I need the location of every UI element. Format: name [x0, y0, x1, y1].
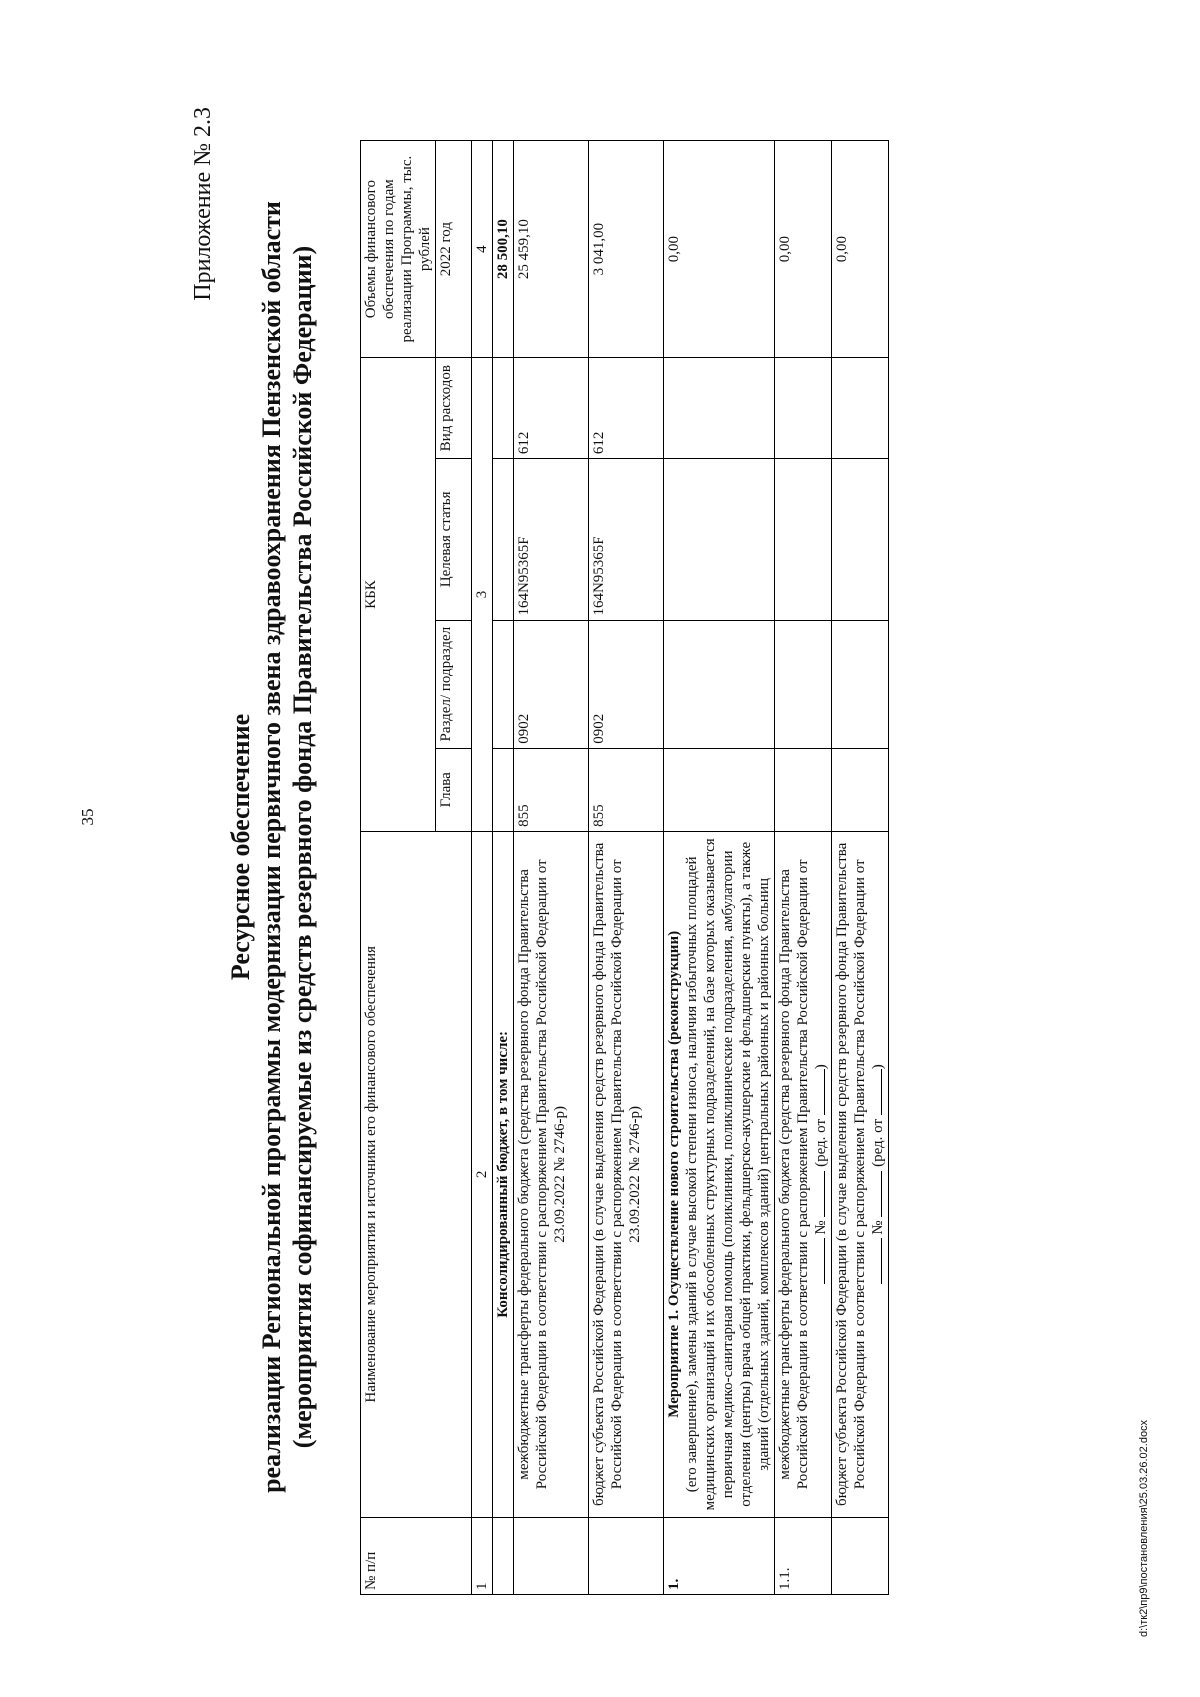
row-name: бюджет субъекта Российской Федерации (в случае выделения средств резервного фонда Правительства Российской Федерации в соответствии с распоряжением Правительства Российской Федерации от 23.09.2022 № 2746-р) — [589, 831, 664, 1517]
row-glava — [832, 748, 889, 831]
table-row — [664, 141, 775, 1595]
row-glava — [493, 748, 514, 831]
colnum-4: 4 — [472, 141, 493, 358]
row-name — [664, 831, 775, 1517]
resource-table — [360, 140, 889, 1595]
row-statya — [775, 459, 832, 620]
document-title — [225, 97, 318, 1597]
colnum-1: 1 — [472, 1517, 493, 1594]
row-no — [589, 1517, 664, 1594]
row-razdel: 0902 — [514, 620, 589, 748]
row-vid: 612 — [514, 358, 589, 459]
table-row — [493, 141, 514, 1595]
row-name-bold: Мероприятие 1. Осуществление нового строительства (реконструкции) — [666, 930, 682, 1418]
row-razdel — [493, 620, 514, 748]
colnum-3: 3 — [472, 358, 493, 832]
row-name-text: бюджет субъекта Российской Федерации (в случае выделения средств резервного фонда Правительства Российской Федерации в соответствии с распоряжением Правительства Российской Федерации от — [834, 842, 868, 1506]
blank-line — [812, 1238, 825, 1284]
row-statya — [664, 459, 775, 620]
table-row — [775, 141, 832, 1595]
row-vid — [832, 358, 889, 459]
page-number: 35 — [78, 808, 97, 826]
row-glava — [775, 748, 832, 831]
row-no — [493, 1517, 514, 1594]
row-razdel — [775, 620, 832, 748]
row-amount: 0,00 — [832, 141, 889, 358]
appendix-label: Приложение № 2.3 — [190, 107, 216, 301]
row-vid — [493, 358, 514, 459]
row-name-tail: (ред. от — [813, 1118, 829, 1167]
row-statya — [493, 459, 514, 620]
row-name-end: ) — [813, 1064, 829, 1070]
row-no — [514, 1517, 589, 1594]
blank-line — [812, 1171, 825, 1217]
row-no — [832, 1517, 889, 1594]
column-number-row — [472, 141, 493, 1595]
header-glava: Глава — [436, 748, 472, 831]
title-line-3: (мероприятия софинансируемые из средств резервного фонда Правительства Российской Федерации) — [288, 245, 317, 1449]
header-razdel: Раздел/ подраздел — [436, 620, 472, 748]
row-amount: 0,00 — [664, 141, 775, 358]
row-glava: 855 — [514, 748, 589, 831]
table-row — [589, 141, 664, 1595]
title-line-1: Ресурсное обеспечение — [226, 713, 255, 981]
blank-line — [869, 1238, 882, 1284]
row-vid — [664, 358, 775, 459]
row-vid — [775, 358, 832, 459]
row-name: Консолидированный бюджет, в том числе: — [493, 831, 514, 1517]
row-razdel — [664, 620, 775, 748]
header-vid: Вид расходов — [436, 358, 472, 459]
row-name — [775, 831, 832, 1517]
header-statya: Целевая статья — [436, 459, 472, 620]
header-name: Наименование мероприятия и источники его финансового обеспечения — [361, 831, 472, 1517]
row-name — [832, 831, 889, 1517]
row-statya — [832, 459, 889, 620]
row-razdel: 0902 — [589, 620, 664, 748]
header-no: № п/п — [361, 1517, 472, 1594]
row-name-mid: № — [813, 1220, 829, 1235]
title-line-2: реализации Региональной программы модернизации первичного звена здравоохранения Пензенской области — [257, 201, 286, 1493]
row-amount: 28 500,10 — [493, 141, 514, 358]
row-no: 1. — [664, 1517, 775, 1594]
row-vid: 612 — [589, 358, 664, 459]
row-amount: 3 041,00 — [589, 141, 664, 358]
row-name-mid: № — [870, 1220, 886, 1235]
row-razdel — [832, 620, 889, 748]
row-name-text: межбюджетные трансферты федерального бюджета (средства резервного фонда Правительства Российской Федерации в соответствии с распоряжением Правительства Российской Федерации от — [777, 859, 811, 1490]
row-name-detail: (его завершение), замены зданий в случае высокой степени износа, наличия избыточных площадей медицинских организаций и их обособленных структурных подразделений, на базе которых оказывается первичная медико-санитарная помощь (поликлиники, поликлинические подразделения, амбулатории отделения (центры) врача общей практики, фельдшерско-акушерские и фельдшерские пункты), а также зданий (отдельных зданий, комплексов зданий) центральных районных и районных больниц — [684, 838, 772, 1511]
row-amount: 0,00 — [775, 141, 832, 358]
table-row — [514, 141, 589, 1595]
row-name-end: ) — [870, 1064, 886, 1070]
row-amount: 25 459,10 — [514, 141, 589, 358]
row-name-tail: (ред. от — [870, 1118, 886, 1167]
row-name: межбюджетные трансферты федерального бюджета (средства резервного фонда Правительства Российской Федерации в соответствии с распоряжением Правительства Российской Федерации от 23.09.2022 № 2746-р) — [514, 831, 589, 1517]
blank-line — [812, 1069, 825, 1115]
header-row-1 — [361, 141, 436, 1595]
row-glava: 855 — [589, 748, 664, 831]
header-kbk: КБК — [361, 358, 436, 832]
row-glava — [664, 748, 775, 831]
header-volume: Объемы финансового обеспечения по годам реализации Программы, тыс. рублей — [361, 141, 436, 358]
file-path-footer: d:\тк2\пр9\постановления\25.03.26.02.docx — [1138, 1419, 1150, 1637]
blank-line — [869, 1171, 882, 1217]
colnum-2: 2 — [472, 831, 493, 1517]
header-year: 2022 год — [436, 141, 472, 358]
row-no: 1.1. — [775, 1517, 832, 1594]
table-row — [832, 141, 889, 1595]
blank-line — [869, 1069, 882, 1115]
row-statya: 164N95365F — [589, 459, 664, 620]
row-statya: 164N95365F — [514, 459, 589, 620]
